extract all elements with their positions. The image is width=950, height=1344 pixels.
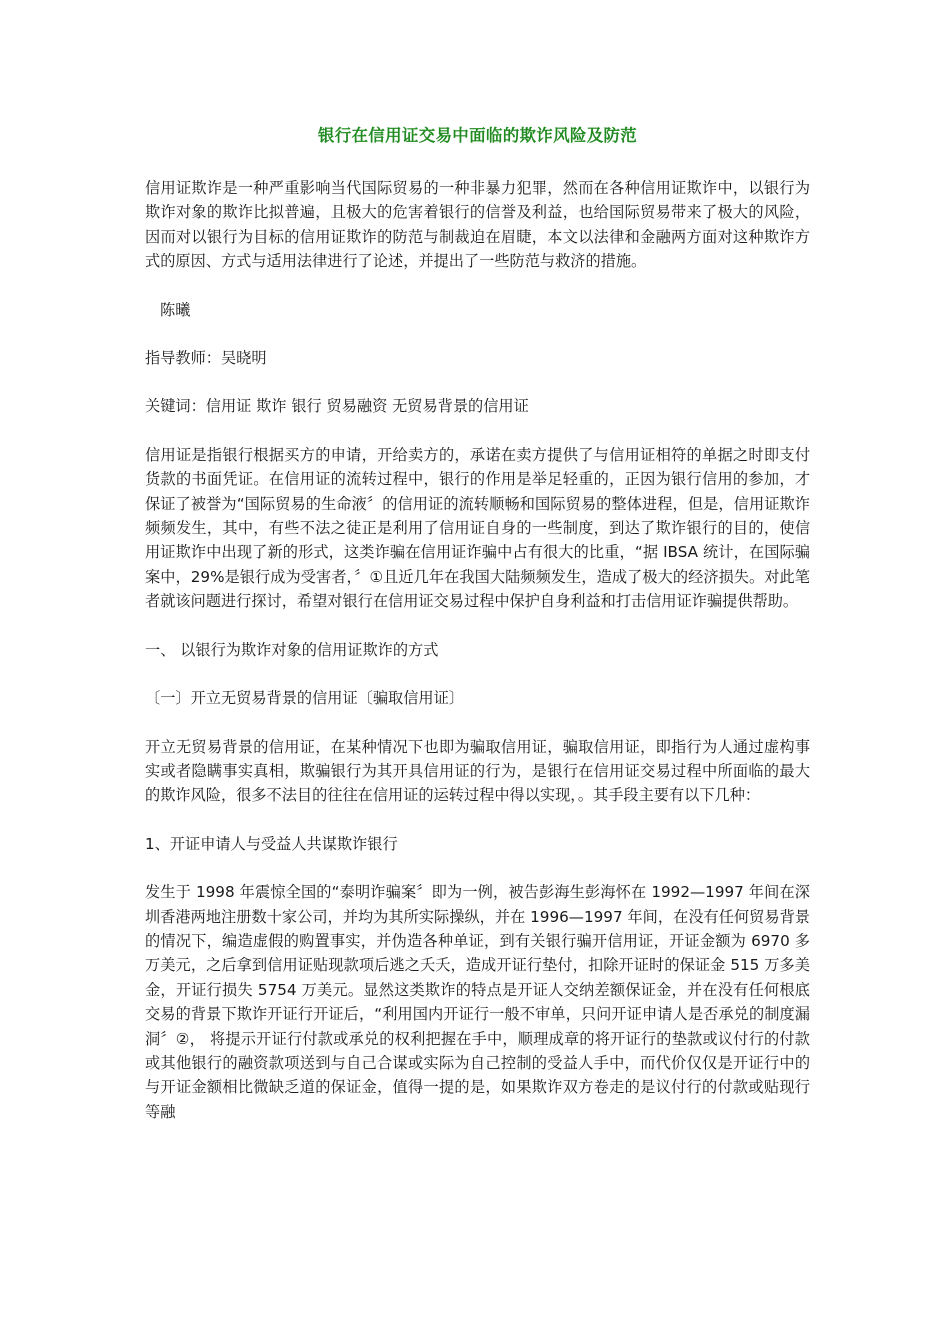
abstract-paragraph: 信用证欺诈是一种严重影响当代国际贸易的一种非暴力犯罪，然而在各种信用证欺诈中，以银行为欺诈对象的欺诈比拟普遍，且极大的危害着银行的信誉及利益，也给国际贸易带来了极大的风险，因而对以银行为目标的信用证欺诈的防范与制裁迫在眉睫，本文以法律和金融两方面对这种欺诈方式的原因、方式与适用法律进行了论述，并提出了一些防范与救济的措施。: [145, 179, 810, 271]
keywords-line: 关键词：信用证 欺诈 银行 贸易融资 无贸易背景的信用证: [145, 397, 529, 416]
document-title: 银行在信用证交易中面临的欺诈风险及防范: [317, 126, 638, 145]
advisor-line: 指导教师：吴晓明: [145, 349, 267, 368]
document-page: [145, 122, 810, 1124]
author-name: 陈曦: [160, 300, 191, 319]
intro-paragraph: 信用证是指银行根据买方的申请，开给卖方的，承诺在卖方提供了与信用证相符的单据之时即支付货款的书面凭证。在信用证的流转过程中，银行的作用是举足轻重的，正因为银行信用的参加，才保证了被誉为“国际贸易的生命液〞的信用证的流转顺畅和国际贸易的整体进程，但是，信用证欺诈频频发生，其中，有些不法之徒正是利用了信用证自身的一些制度，到达了欺诈银行的目的，使信用证欺诈中出现了新的形式，这类诈骗在信用证诈骗中占有很大的比重，“据 IBSA 统计，在国际骗案中，29%是银行成为受害者，〞①且近几年在我国大陆频频发生，造成了极大的经济损失。对此笔者就该问题进行探讨，希望对银行在信用证交易过程中保护自身利益和打击信用证诈骗提供帮助。: [145, 445, 810, 611]
section-1-sub-body: 开立无贸易背景的信用证，在某种情况下也即为骗取信用证，骗取信用证，即指行为人通过虚构事实或者隐瞒事实真相，欺骗银行为其开具信用证的行为，是银行在信用证交易过程中所面临的最大的欺诈风险，很多不法目的往往在信用证的运转过程中得以实现，。其手段主要有以下几种：: [145, 737, 810, 805]
section-1-subheading: 〔一〕开立无贸易背景的信用证〔骗取信用证〕: [145, 689, 464, 708]
section-1-heading: 一、 以银行为欺诈对象的信用证欺诈的方式: [145, 640, 439, 659]
item-1-heading: 1、开证申请人与受益人共谋欺诈银行: [145, 834, 398, 853]
item-1-body: 发生于 1998 年震惊全国的“泰明诈骗案〞即为一例，被告彭海生彭海怀在 1992—1997 年间在深圳香港两地注册数十家公司，并均为其所实际操纵，并在 1996—1997 年间，在没有任何贸易背景的情况下，编造虚假的购置事实，并伪造各种单证，到有关银行骗开信用证，开证金额为 6970 多万美元，之后拿到信用证贴现款项后逃之夭夭，造成开证行垫付，扣除开证时的保证金 515 万多美金，开证行损失 5754 万美元。显然这类欺诈的特点是开证人交纳差额保证金，并在没有任何根底交易的背景下欺诈开证行开证后，“利用国内开证行一般不审单，只问开证申请人是否承兑的制度漏洞〞②， 将提示开证行付款或承兑的权利把握在手中，顺理成章的将开证行的垫款或议付行的付款或其他银行的融资款项送到与自己合谋或实际为自己控制的受益人手中，而代价仅仅是开证行中的与开证金额相比微缺乏道的保证金，值得一提的是，如果欺诈双方卷走的是议付行的付款或贴现行等融: [145, 883, 810, 1121]
